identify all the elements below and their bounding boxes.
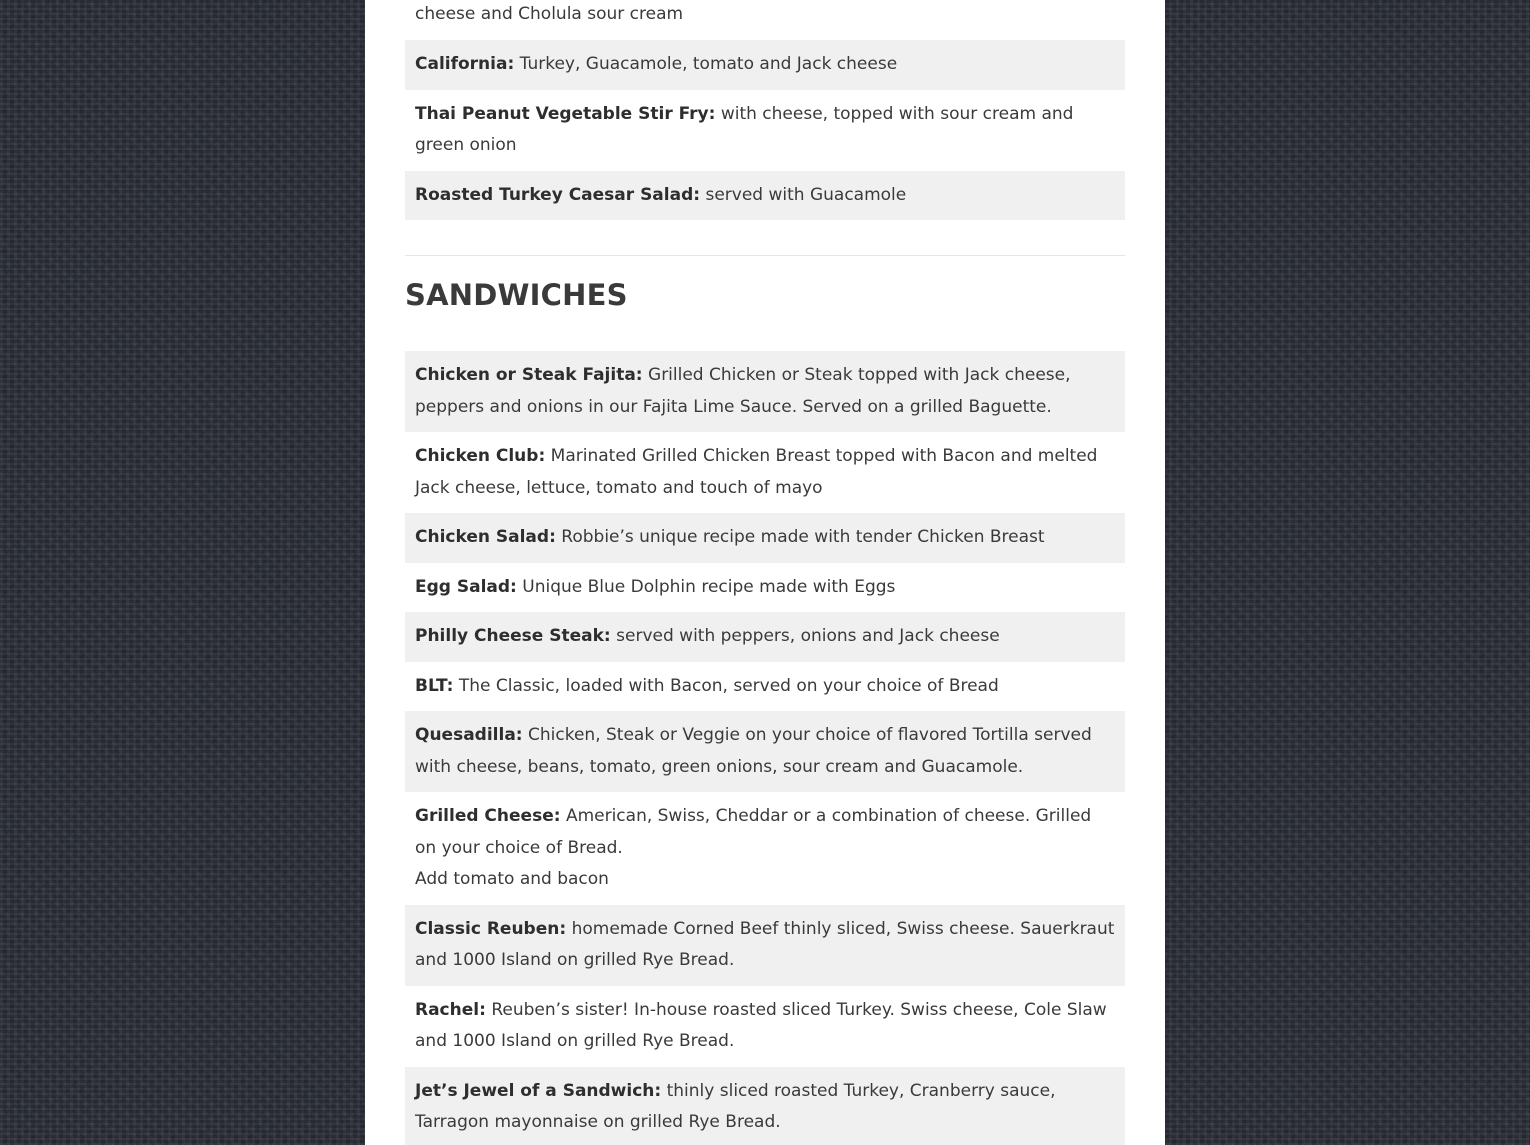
menu-item-name: California: [415, 54, 515, 74]
menu-item [405, 563, 1125, 613]
menu-item-description: Reuben’s sister! In-house roasted sliced Turkey. Swiss cheese, Cole Slaw and 1000 Island on grilled Rye Bread. [415, 999, 1107, 1051]
menu-item [405, 513, 1125, 563]
menu-item-addon: Add tomato and bacon [415, 869, 609, 889]
menu-item-description: Marinated Grilled Chicken Breast topped with Bacon and melted Jack cheese, lettuce, tomato and touch of mayo [415, 446, 1098, 498]
menu-page [365, 0, 1165, 1145]
menu-item-description: thinly sliced roasted Turkey, Cranberry sauce, Tarragon mayonnaise on grilled Rye Bread. [415, 1080, 1056, 1132]
wraps-list [405, 40, 1125, 220]
menu-item [405, 432, 1125, 513]
menu-item-name: Thai Peanut Vegetable Stir Fry: [415, 103, 716, 124]
menu-item [405, 662, 1125, 712]
menu-item [405, 905, 1125, 986]
menu-item-description: Chicken, Steak or Veggie on your choice of flavored Tortilla served with cheese, beans, tomato, green onions, sour cream and Guacamole. [415, 725, 1092, 777]
menu-item [405, 792, 1125, 905]
section-title-sandwiches: SANDWICHES [405, 278, 628, 312]
menu-item [405, 612, 1125, 662]
menu-item-description: The Classic, loaded with Bacon, served on your choice of Bread [458, 675, 999, 696]
menu-item-description: Unique Blue Dolphin recipe made with Eggs [522, 576, 896, 597]
previous-item-continuation: cheese and Cholula sour cream [415, 4, 684, 24]
menu-item-description: with cheese, topped with sour cream and green onion [415, 103, 1074, 155]
menu-item-description: Robbie’s unique recipe made with tender Chicken Breast [561, 527, 1045, 547]
menu-item-description: served with peppers, onions and Jack cheese [616, 626, 1000, 646]
menu-item-description: Turkey, Guacamole, tomato and Jack cheese [519, 54, 898, 74]
menu-item-description: served with Guacamole [705, 184, 907, 205]
sandwiches-list [405, 351, 1125, 1145]
menu-item-name: Jet’s Jewel of a Sandwich: [415, 1080, 662, 1101]
menu-item-name: Egg Salad: [415, 576, 517, 597]
section-divider [405, 255, 1125, 256]
menu-item-name: Philly Cheese Steak: [415, 626, 611, 646]
menu-item-name: Rachel: [415, 999, 486, 1020]
menu-item-name: Chicken or Steak Fajita: [415, 365, 643, 385]
menu-item-name: Classic Reuben: [415, 918, 567, 939]
menu-item [405, 40, 1125, 90]
menu-item [405, 1067, 1125, 1145]
menu-item [405, 986, 1125, 1067]
menu-item-name: BLT: [415, 675, 454, 696]
menu-item [405, 171, 1125, 221]
menu-item-name: Quesadilla: [415, 725, 523, 745]
menu-item [405, 90, 1125, 171]
menu-item [405, 711, 1125, 792]
menu-item-name: Grilled Cheese: [415, 806, 561, 826]
menu-item-name: Chicken Club: [415, 446, 546, 466]
menu-item-description: Grilled Chicken or Steak topped with Jack cheese, peppers and onions in our Fajita Lime Sauce. Served on a grilled Baguette. [415, 365, 1071, 417]
menu-item-name: Roasted Turkey Caesar Salad: [415, 184, 701, 205]
menu-item [405, 351, 1125, 432]
menu-item-description: homemade Corned Beef thinly sliced, Swiss cheese. Sauerkraut and 1000 Island on grilled Rye Bread. [415, 918, 1115, 970]
menu-item-name: Chicken Salad: [415, 527, 556, 547]
menu-item-description: American, Swiss, Cheddar or a combination of cheese. Grilled on your choice of Bread. [415, 806, 1092, 858]
